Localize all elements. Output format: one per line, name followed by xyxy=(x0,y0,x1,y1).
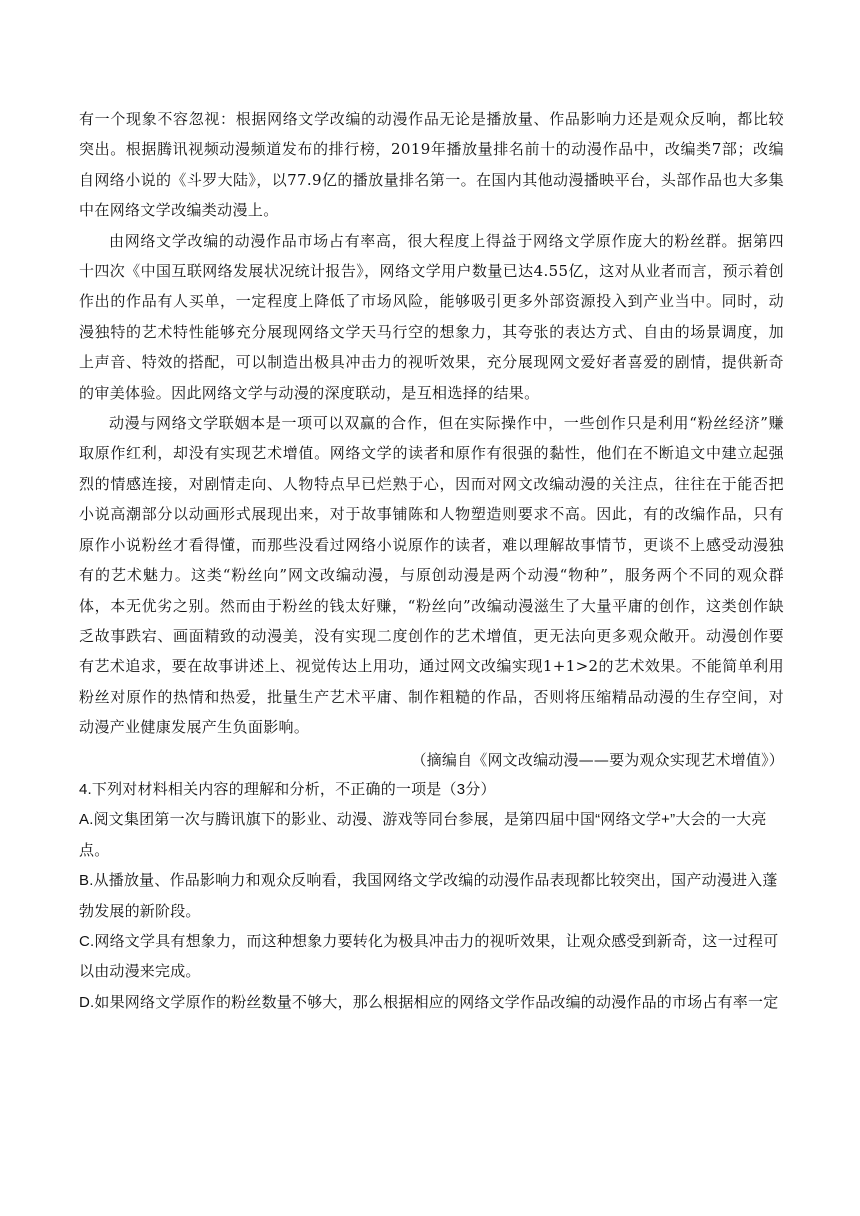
paragraph-2: 由网络文学改编的动漫作品市场占有率高，很大程度上得益于网络文学原作庞大的粉丝群。据第四十四次《中国互联网络发展状况统计报告》，网络文学用户数量已达4.55亿，这对从业者而言，预示着创作出的作品有人买单，一定程度上降低了市场风险，能够吸引更多外部资源投入到产业当中。同时，动漫独特的艺术特性能够充分展现网络文学天马行空的想象力，其夸张的表达方式、自由的场景调度，加上声音、特效的搭配，可以制造出极具冲击力的视听效果，充分展现网文爱好者喜爱的剧情，提供新奇的审美体验。因此网络文学与动漫的深度联动，是互相选择的结果。 xyxy=(79,231,784,402)
option-b: B.从播放量、作品影响力和观众反响看，我国网络文学改编的动漫作品表现都比较突出，国产动漫进入蓬勃发展的新阶段。 xyxy=(79,872,778,920)
option-c: C.网络文学具有想象力，而这种想象力要转化为极具冲击力的视听效果，让观众感受到新奇，这一过程可以由动漫来完成。 xyxy=(79,932,779,981)
source-citation: （摘编自《网文改编动漫——要为观众实现艺术增值》） xyxy=(411,750,784,769)
option-d: D.如果网络文学原作的粉丝数量不够大，那么根据相应的网络文学作品改编的动漫作品的市场占有率一定 xyxy=(79,993,779,1011)
document-page xyxy=(79,104,784,1018)
option-a: A.阅文集团第一次与腾讯旗下的影业、动漫、游戏等同台参展，是第四届中国“网络文学+”大会的一大亮点。 xyxy=(79,811,767,859)
question-stem: 4.下列对材料相关内容的理解和分析，不正确的一项是（3分） xyxy=(79,780,496,798)
paragraph-1: 有一个现象不容忽视：根据网络文学改编的动漫作品无论是播放量、作品影响力还是观众反响，都比较突出。根据腾讯视频动漫频道发布的排行榜，2019年播放量排名前十的动漫作品中，改编类7部；改编自网络小说的《斗罗大陆》，以77.9亿的播放量排名第一。在国内其他动漫播映平台，头部作品也大多集中在网络文学改编类动漫上。 xyxy=(79,110,784,220)
paragraph-3: 动漫与网络文学联姻本是一项可以双赢的合作，但在实际操作中，一些创作只是利用“粉丝经济”赚取原作红利，却没有实现艺术增值。网络文学的读者和原作有很强的黏性，他们在不断追文中建立起强烈的情感连接，对剧情走向、人物特点早已烂熟于心，因而对网文改编动漫的关注点，往往在于能否把小说高潮部分以动画形式展现出来，对于故事铺陈和人物塑造则要求不高。因此，有的改编作品，只有原作小说粉丝才看得懂，而那些没看过网络小说原作的读者，难以理解故事情节，更谈不上感受动漫独有的艺术魅力。这类“粉丝向”网文改编动漫，与原创动漫是两个动漫“物种”，服务两个不同的观众群体，本无优劣之别。然而由于粉丝的钱太好赚，“粉丝向”改编动漫滋生了大量平庸的创作，这类创作缺乏故事跌宕、画面精致的动漫美，没有实现二度创作的艺术增值，更无法向更多观众敞开。动漫创作要有艺术追求，要在故事讲述上、视觉传达上用功，通过网文改编实现1+1>2的艺术效果。不能简单利用粉丝对原作的热情和热爱，批量生产艺术平庸、制作粗糙的作品，否则将压缩精品动漫的生存空间，对动漫产业健康发展产生负面影响。 xyxy=(79,414,784,737)
